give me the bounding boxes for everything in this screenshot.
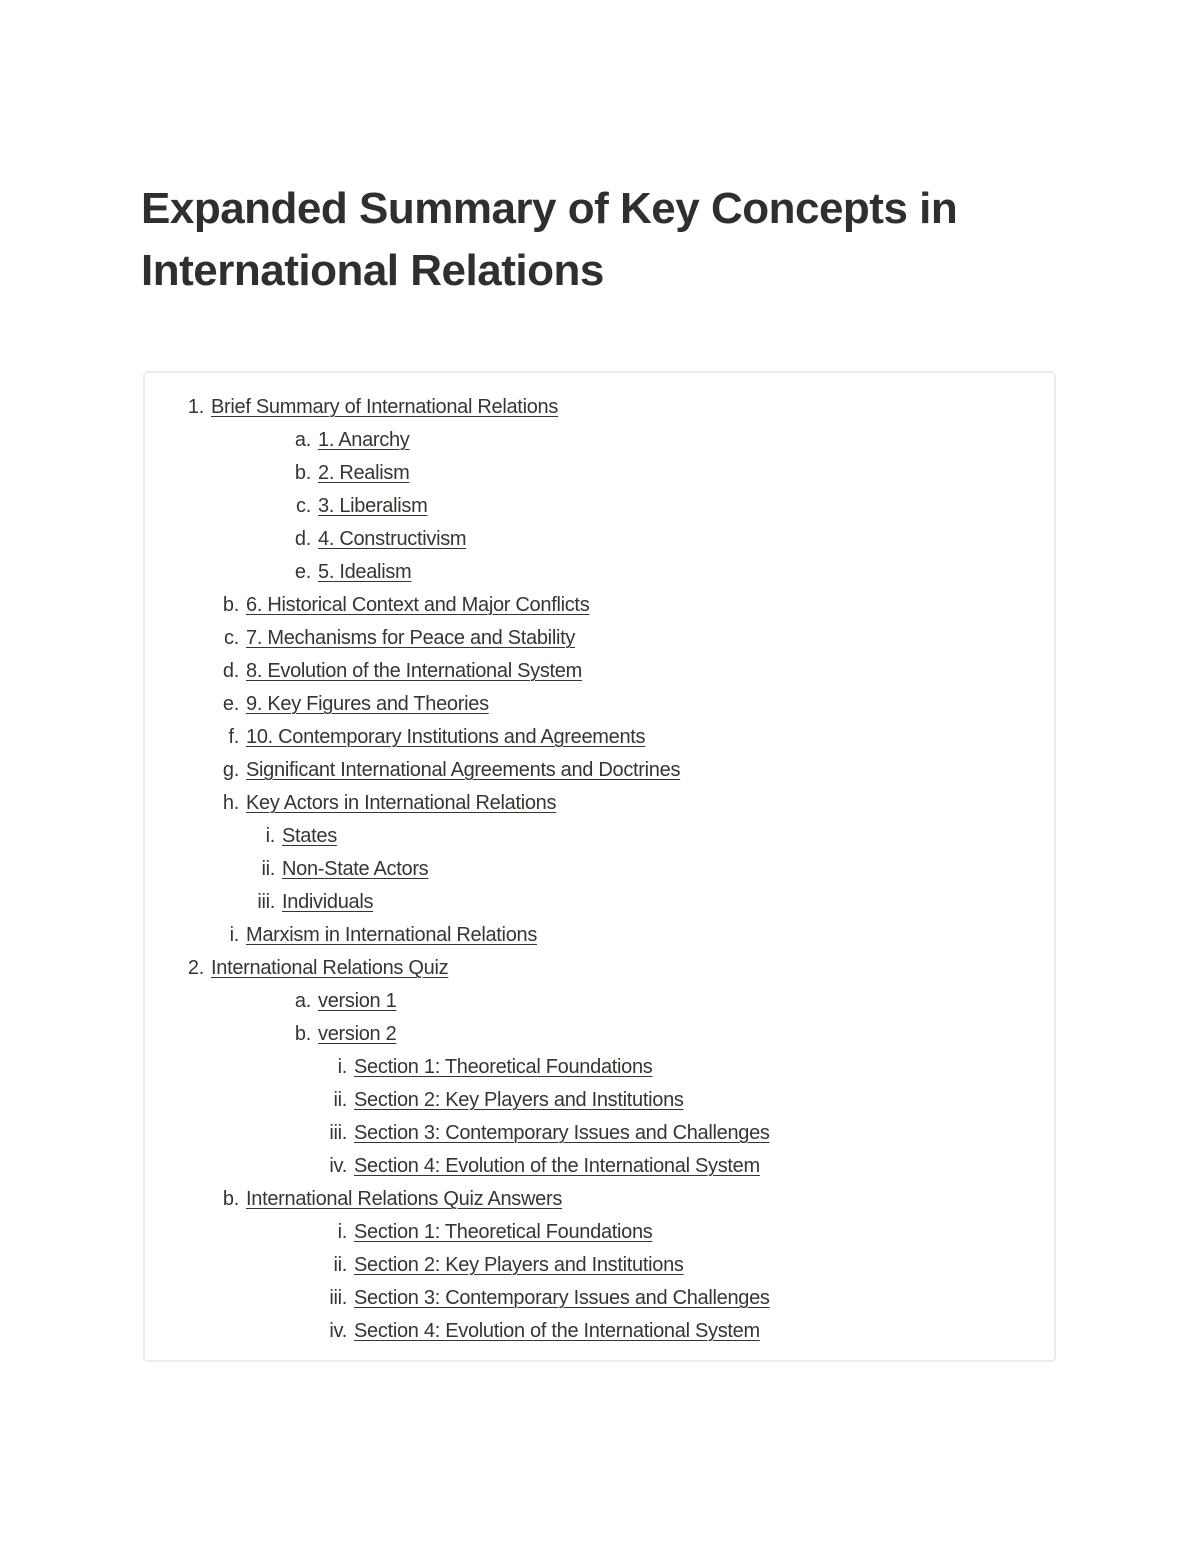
toc-item[interactable] [145,1084,684,1117]
table-of-contents [143,371,1056,1362]
page-title: Expanded Summary of Key Concepts in International Relations [141,184,958,295]
toc-link[interactable]: Key Actors in International Relations [246,792,557,814]
toc-item[interactable] [145,1150,760,1183]
toc-item[interactable] [145,1282,770,1315]
toc-item[interactable] [145,1249,684,1282]
list-marker: i. [265,825,275,847]
toc-item[interactable] [145,721,645,754]
toc-link[interactable]: Individuals [282,891,374,913]
toc-item[interactable] [145,1051,653,1084]
list-marker: b. [222,594,239,616]
list-marker: f. [228,726,239,748]
toc-item[interactable] [145,622,575,655]
toc-link[interactable]: 6. Historical Context and Major Conflicts [246,594,590,616]
list-marker: b. [294,462,311,484]
list-marker: 2. [187,957,204,979]
list-marker: i. [337,1221,347,1243]
toc-link[interactable]: 8. Evolution of the International System [246,660,582,682]
toc-item[interactable] [145,820,337,853]
toc-item[interactable] [145,886,373,919]
toc-link[interactable]: Section 3: Contemporary Issues and Challenges [354,1122,770,1144]
toc-link[interactable]: International Relations Quiz [211,957,449,979]
list-marker: iv. [329,1320,347,1342]
toc-link[interactable]: 10. Contemporary Institutions and Agreements [246,726,646,748]
toc-link[interactable]: Section 1: Theoretical Foundations [354,1221,653,1243]
toc-item[interactable] [145,1117,770,1150]
toc-link[interactable]: Brief Summary of International Relations [211,396,559,418]
toc-item[interactable] [145,985,396,1018]
list-marker: d. [222,660,239,682]
toc-item[interactable] [145,523,466,556]
list-marker: b. [294,1023,311,1045]
toc-link[interactable]: version 2 [318,1023,397,1045]
toc-link[interactable]: 9. Key Figures and Theories [246,693,489,715]
toc-item[interactable] [145,589,589,622]
toc-link[interactable]: 2. Realism [318,462,410,484]
toc-item[interactable] [145,655,582,688]
toc-link[interactable]: International Relations Quiz Answers [246,1188,563,1210]
list-marker: e. [222,693,239,715]
toc-item[interactable] [145,1018,396,1051]
list-marker: c. [224,627,239,649]
list-marker: i. [337,1056,347,1078]
toc-item[interactable] [145,424,410,457]
list-marker: g. [222,759,239,781]
toc-item[interactable] [145,1315,760,1348]
toc-item[interactable] [145,853,428,886]
toc-item[interactable] [145,391,558,424]
toc-item[interactable] [145,556,411,589]
list-marker: ii. [333,1089,347,1111]
toc-link[interactable]: 7. Mechanisms for Peace and Stability [246,627,576,649]
list-marker: iii. [257,891,275,913]
toc-link[interactable]: Significant International Agreements and Doctrines [246,759,681,781]
toc-link[interactable]: Section 2: Key Players and Institutions [354,1254,684,1276]
toc-item[interactable] [145,1216,653,1249]
list-marker: e. [294,561,311,583]
list-marker: d. [294,528,311,550]
list-marker: ii. [333,1254,347,1276]
toc-item[interactable] [145,919,537,952]
toc-item[interactable] [145,787,556,820]
toc-link[interactable]: States [282,825,337,847]
list-marker: b. [222,1188,239,1210]
toc-link[interactable]: version 1 [318,990,397,1012]
toc-link[interactable]: 5. Idealism [318,561,412,583]
list-marker: ii. [261,858,275,880]
toc-link[interactable]: 1. Anarchy [318,429,410,451]
toc-link[interactable]: Section 1: Theoretical Foundations [354,1056,653,1078]
toc-item[interactable] [145,754,680,787]
list-marker: h. [222,792,239,814]
list-marker: iii. [329,1122,347,1144]
toc-link[interactable]: Section 3: Contemporary Issues and Challenges [354,1287,770,1309]
toc-item[interactable] [145,952,448,985]
toc-link[interactable]: Non-State Actors [282,858,429,880]
toc-item[interactable] [145,490,427,523]
toc-link[interactable]: Section 2: Key Players and Institutions [354,1089,684,1111]
list-marker: iv. [329,1155,347,1177]
toc-link[interactable]: 3. Liberalism [318,495,428,517]
toc-link[interactable]: Section 4: Evolution of the International System [354,1155,760,1177]
toc-item[interactable] [145,1183,562,1216]
list-marker: 1. [187,396,204,418]
list-marker: c. [296,495,311,517]
list-marker: a. [294,990,311,1012]
toc-link[interactable]: Section 4: Evolution of the International System [354,1320,760,1342]
toc-item[interactable] [145,688,489,721]
list-marker: a. [294,429,311,451]
toc-item[interactable] [145,457,409,490]
toc-link[interactable]: 4. Constructivism [318,528,467,550]
list-marker: i. [229,924,239,946]
toc-link[interactable]: Marxism in International Relations [246,924,538,946]
list-marker: iii. [329,1287,347,1309]
